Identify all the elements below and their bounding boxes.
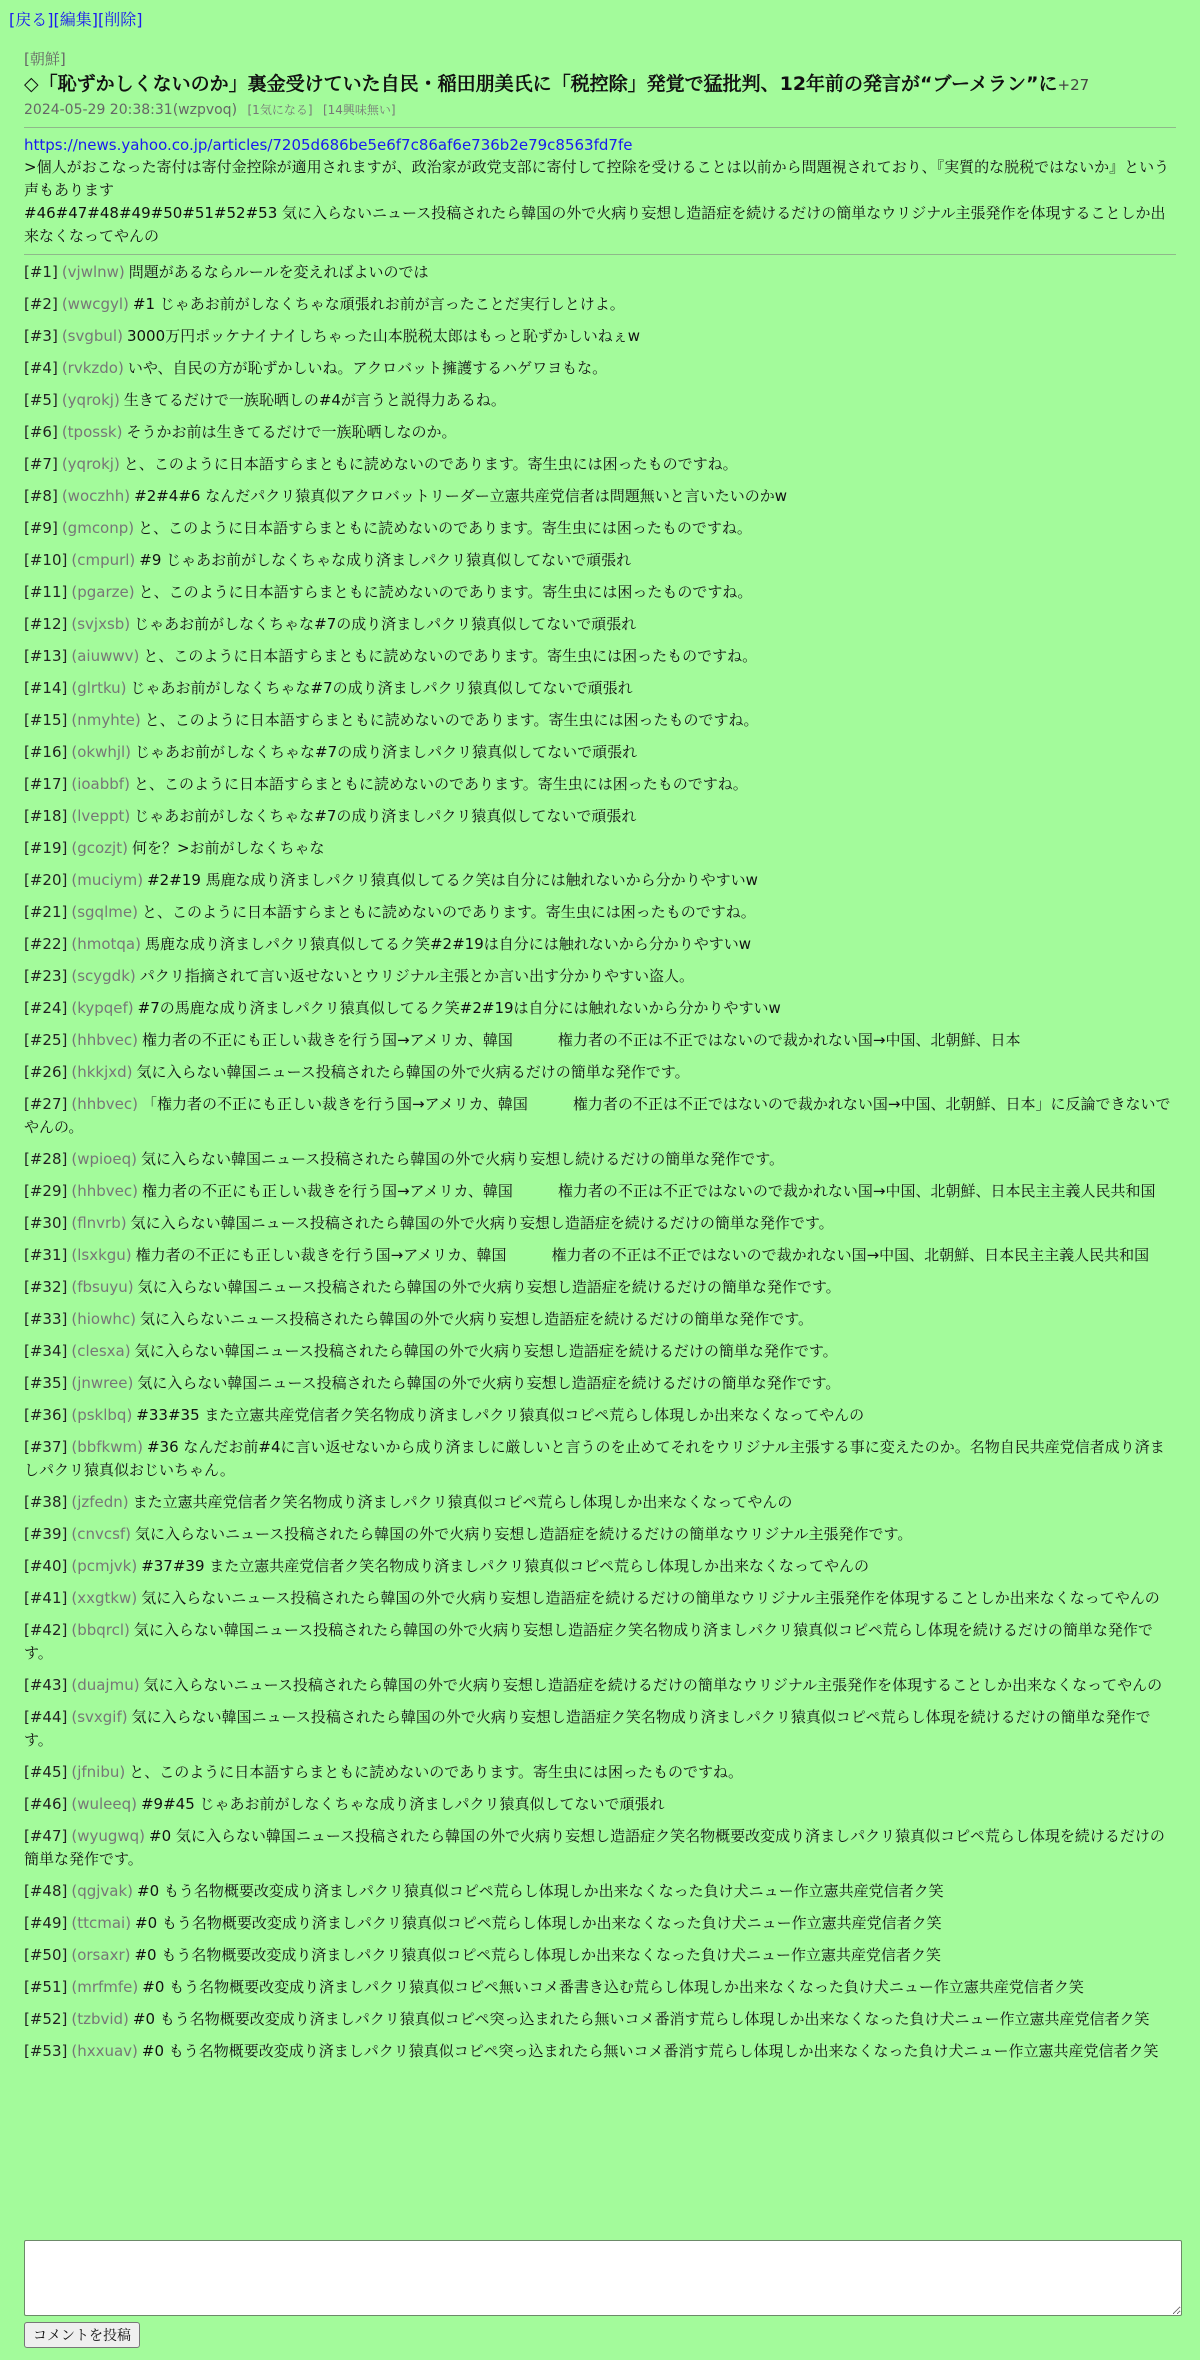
comment-number[interactable]: [#37] xyxy=(24,1438,68,1456)
comment-item xyxy=(24,1706,1176,1752)
comment-text: 問題があるならルールを変えればよいのでは xyxy=(128,263,429,281)
comment-text: と、このように日本語すらまともに読めないのであります。寄生虫には困ったものですね。 xyxy=(141,903,756,921)
comment-user-id: (lsxkgu) xyxy=(71,1246,132,1264)
comment-item xyxy=(24,805,1176,828)
comment-number[interactable]: [#53] xyxy=(24,2042,68,2060)
comment-text: 「権力者の不正にも正しい裁きを行う国→アメリカ、韓国 権力者の不正は不正ではないので裁かれない国→中国、北朝鮮、日本」に反論できないでやんの。 xyxy=(24,1095,1171,1136)
comment-number[interactable]: [#28] xyxy=(24,1150,68,1168)
comment-user-id: (rvkzdo) xyxy=(61,359,124,377)
divider xyxy=(24,127,1176,128)
comment-number[interactable]: [#47] xyxy=(24,1827,68,1845)
comment-user-id: (tpossk) xyxy=(61,423,123,441)
post-body-note: #46#47#48#49#50#51#52#53 気に入らないニュース投稿されたら韓国の外で火病り妄想し造語症を続けるだけの簡単なウリジナル主張発作を体現することしか出来なくなってやんの xyxy=(24,204,1166,245)
comment-user-id: (svgbul) xyxy=(61,327,123,345)
comment-item xyxy=(24,2040,1176,2063)
comment-number[interactable]: [#21] xyxy=(24,903,68,921)
comment-text: 気に入らない韓国ニュース投稿されたら韓国の外で火病り妄想し造語症を続けるだけの簡単な発作です。 xyxy=(137,1278,841,1296)
comment-text: と、このように日本語すらまともに読めないのであります。寄生虫には困ったものですね。 xyxy=(138,583,753,601)
comment-user-id: (aiuwwv) xyxy=(71,647,140,665)
not-interested-tag[interactable]: [14興味無い] xyxy=(322,103,396,117)
comment-number[interactable]: [#26] xyxy=(24,1063,68,1081)
comment-user-id: (cnvcsf) xyxy=(71,1525,132,1543)
comment-number[interactable]: [#49] xyxy=(24,1914,68,1932)
comment-item xyxy=(24,581,1176,604)
comment-number[interactable]: [#50] xyxy=(24,1946,68,1964)
comment-text: 気に入らない韓国ニュース投稿されたら韓国の外で火病り妄想し造語症を続けるだけの簡単な発作です。 xyxy=(130,1214,834,1232)
comment-number[interactable]: [#12] xyxy=(24,615,68,633)
comment-number[interactable]: [#4] xyxy=(24,359,58,377)
comment-number[interactable]: [#16] xyxy=(24,743,68,761)
comment-number[interactable]: [#41] xyxy=(24,1589,68,1607)
comment-text: 気に入らないニュース投稿されたら韓国の外で火病り妄想し造語症を続けるだけの簡単なウリジナル主張発作を体現することしか出来なくなってやんの xyxy=(143,1676,1163,1694)
comment-text: と、このように日本語すらまともに読めないのであります。寄生虫には困ったものですね。 xyxy=(144,711,759,729)
comment-item xyxy=(24,1276,1176,1299)
comment-text: #36 なんだお前#4に言い返せないから成り済ましに厳しいと言うのを止めてそれをウリジナル主張する事に変えたのか。名物自民共産党信者成り済ましパクリ猿真似おじいちゃん。 xyxy=(24,1438,1165,1479)
comment-number[interactable]: [#36] xyxy=(24,1406,68,1424)
comment-text: そうかお前は生きてるだけで一族恥晒しなのか。 xyxy=(126,423,457,441)
comment-number[interactable]: [#13] xyxy=(24,647,68,665)
comment-user-id: (nmyhte) xyxy=(71,711,141,729)
comment-item xyxy=(24,1340,1176,1363)
comment-number[interactable]: [#51] xyxy=(24,1978,68,1996)
back-link[interactable]: 戻る xyxy=(15,10,48,29)
comment-user-id: (yqrokj) xyxy=(61,455,120,473)
comment-user-id: (mrfmfe) xyxy=(71,1978,139,1996)
comment-item xyxy=(24,645,1176,668)
comment-user-id: (hkkjxd) xyxy=(71,1063,133,1081)
comment-user-id: (jfnibu) xyxy=(71,1763,126,1781)
comment-text: 権力者の不正にも正しい裁きを行う国→アメリカ、韓国 権力者の不正は不正ではないので裁かれない国→中国、北朝鮮、日本民主主義人民共和国 xyxy=(135,1246,1150,1264)
comment-text: 気に入らない韓国ニュース投稿されたら韓国の外で火病り妄想し続けるだけの簡単な発作です。 xyxy=(140,1150,785,1168)
comment-number[interactable]: [#52] xyxy=(24,2010,68,2028)
comment-number[interactable]: [#2] xyxy=(24,295,58,313)
comment-item xyxy=(24,741,1176,764)
comment-number[interactable]: [#14] xyxy=(24,679,68,697)
comment-text: 権力者の不正にも正しい裁きを行う国→アメリカ、韓国 権力者の不正は不正ではないので裁かれない国→中国、北朝鮮、日本 xyxy=(141,1031,1021,1049)
comment-user-id: (hhbvec) xyxy=(71,1095,138,1113)
comment-text: と、このように日本語すらまともに読めないのであります。寄生虫には困ったものですね。 xyxy=(143,647,758,665)
comment-number[interactable]: [#24] xyxy=(24,999,68,1017)
comment-item xyxy=(24,1825,1176,1871)
comment-item xyxy=(24,1244,1176,1267)
comment-text: #37#39 また立憲共産党信者ク笑名物成り済ましパクリ猿真似コピペ荒らし体現しか出来なくなってやんの xyxy=(141,1557,869,1575)
comment-text: 権力者の不正にも正しい裁きを行う国→アメリカ、韓国 権力者の不正は不正ではないので裁かれない国→中国、北朝鮮、日本民主主義人民共和国 xyxy=(141,1182,1156,1200)
edit-link[interactable]: 編集 xyxy=(59,10,92,29)
comment-number[interactable]: [#8] xyxy=(24,487,58,505)
comment-item xyxy=(24,1404,1176,1427)
comment-number[interactable]: [#42] xyxy=(24,1621,68,1639)
comment-text: #0 もう名物概要改変成り済ましパクリ猿真似コピペ荒らし体現しか出来なくなった負け犬ニュー作立憲共産党信者ク笑 xyxy=(135,1914,942,1932)
comment-text: じゃあお前がしなくちゃな#7の成り済ましパクリ猿真似してないで頑張れ xyxy=(135,743,638,761)
comment-user-id: (cmpurl) xyxy=(71,551,136,569)
comment-user-id: (qgjvak) xyxy=(71,1882,134,1900)
comment-number[interactable]: [#30] xyxy=(24,1214,68,1232)
comment-item xyxy=(24,1180,1176,1203)
comment-text: #33#35 また立憲共産党信者ク笑名物成り済ましパクリ猿真似コピペ荒らし体現しか出来なくなってやんの xyxy=(136,1406,865,1424)
comment-item xyxy=(24,965,1176,988)
comment-text: と、このように日本語すらまともに読めないのであります。寄生虫には困ったものですね。 xyxy=(133,775,748,793)
comment-item xyxy=(24,2008,1176,2031)
comment-item xyxy=(24,837,1176,860)
comment-text: パクリ指摘されて言い返せないとウリジナル主張とか言い出す分かりやすい盗人。 xyxy=(139,967,694,985)
comment-number[interactable]: [#29] xyxy=(24,1182,68,1200)
comment-item xyxy=(24,677,1176,700)
comment-text: #7の馬鹿な成り済ましパクリ猿真似してるク笑#2#19は自分には触れないから分かりやすいw xyxy=(137,999,781,1017)
comment-number[interactable]: [#15] xyxy=(24,711,68,729)
post-datetime: 2024-05-29 20:38:31(wzpvoq) xyxy=(24,102,238,118)
comment-number[interactable]: [#43] xyxy=(24,1676,68,1694)
comment-number[interactable]: [#3] xyxy=(24,327,58,345)
comment-item xyxy=(24,293,1176,316)
comment-text: #9 じゃあお前がしなくちゃな成り済ましパクリ猿真似してないで頑張れ xyxy=(139,551,632,569)
comment-user-id: (hiowhc) xyxy=(71,1310,136,1328)
comment-user-id: (jzfedn) xyxy=(71,1493,129,1511)
comment-item xyxy=(24,613,1176,636)
comment-text: 気に入らないニュース投稿されたら韓国の外で火病り妄想し造語症を続けるだけの簡単なウリジナル主張発作を体現することしか出来なくなってやんの xyxy=(141,1589,1160,1607)
comment-text: 気に入らない韓国ニュース投稿されたら韓国の外で火病り妄想し造語症を続けるだけの簡単な発作です。 xyxy=(134,1342,838,1360)
comment-number[interactable]: [#39] xyxy=(24,1525,68,1543)
comment-number[interactable]: [#11] xyxy=(24,583,68,601)
comment-text: #0 もう名物概要改変成り済ましパクリ猿真似コピペ荒らし体現しか出来なくなった負け犬ニュー作立憲共産党信者ク笑 xyxy=(137,1882,944,1900)
comment-item xyxy=(24,1148,1176,1171)
comment-item xyxy=(24,1061,1176,1084)
comment-item xyxy=(24,1912,1176,1935)
comment-user-id: (lveppt) xyxy=(71,807,131,825)
post-comment-button[interactable]: コメントを投稿 xyxy=(24,2322,140,2348)
comment-list xyxy=(24,261,1176,2063)
comment-text: 気に入らないニュース投稿されたら韓国の外で火病り妄想し造語症を続けるだけの簡単な発作です。 xyxy=(139,1310,813,1328)
comment-input[interactable] xyxy=(24,2240,1182,2316)
comment-user-id: (wwcgyl) xyxy=(61,295,129,313)
comment-user-id: (psklbq) xyxy=(71,1406,133,1424)
post-meta xyxy=(24,99,1176,121)
comment-user-id: (xxgtkw) xyxy=(71,1589,138,1607)
comment-item xyxy=(24,357,1176,380)
comment-user-id: (pgarze) xyxy=(71,583,135,601)
comment-text: 気に入らない韓国ニュース投稿されたら韓国の外で火病り妄想し造語症ク笑名物成り済ましパクリ猿真似コピペ荒らし体現を続けるだけの簡単な発作です。 xyxy=(24,1621,1153,1662)
comment-text: #9#45 じゃあお前がしなくちゃな成り済ましパクリ猿真似してないで頑張れ xyxy=(140,1795,665,1813)
comment-text: #2#4#6 なんだパクリ猿真似アクロバットリーダー立憲共産党信者は問題無いと言いたいのかw xyxy=(134,487,788,505)
comment-number[interactable]: [#34] xyxy=(24,1342,68,1360)
comment-item xyxy=(24,1436,1176,1482)
comment-item xyxy=(24,1093,1176,1139)
comment-user-id: (gmconp) xyxy=(61,519,135,537)
comment-user-id: (fbsuyu) xyxy=(71,1278,134,1296)
post-body xyxy=(24,156,1176,248)
comment-text: #0 もう名物概要改変成り済ましパクリ猿真似コピペ荒らし体現しか出来なくなった負け犬ニュー作立憲共産党信者ク笑 xyxy=(134,1946,942,1964)
comment-user-id: (yqrokj) xyxy=(61,391,120,409)
comment-number[interactable]: [#35] xyxy=(24,1374,68,1392)
comment-item xyxy=(24,1372,1176,1395)
comment-user-id: (okwhjl) xyxy=(71,743,132,761)
reaction-count[interactable]: +27 xyxy=(1057,76,1090,94)
comment-item xyxy=(24,1880,1176,1903)
comment-item xyxy=(24,709,1176,732)
comment-item xyxy=(24,1619,1176,1665)
comment-text: と、このように日本語すらまともに読めないのであります。寄生虫には困ったものですね。 xyxy=(138,519,752,537)
comment-item xyxy=(24,1555,1176,1578)
comment-item xyxy=(24,261,1176,284)
comment-number[interactable]: [#10] xyxy=(24,551,68,569)
top-nav: [戻る][編集][削除] xyxy=(9,10,143,29)
comment-user-id: (hhbvec) xyxy=(71,1031,138,1049)
article-link[interactable]: https://news.yahoo.co.jp/articles/7205d686be5e6f7c86af6e736b2e79c8563fd7fe xyxy=(24,136,633,154)
comment-number[interactable]: [#6] xyxy=(24,423,58,441)
comment-item xyxy=(24,421,1176,444)
comment-user-id: (ttcmai) xyxy=(71,1914,132,1932)
comment-user-id: (pcmjvk) xyxy=(71,1557,138,1575)
comment-text: また立憲共産党信者ク笑名物成り済ましパクリ猿真似コピペ荒らし体現しか出来なくなってやんの xyxy=(132,1493,793,1511)
comment-item xyxy=(24,1761,1176,1784)
comment-text: #2#19 馬鹿な成り済ましパクリ猿真似してるク笑は自分には触れないから分かりやすいw xyxy=(147,871,758,889)
comment-item xyxy=(24,517,1176,540)
comment-user-id: (bbqrcl) xyxy=(71,1621,130,1639)
comment-item xyxy=(24,453,1176,476)
comment-text: #0 もう名物概要改変成り済ましパクリ猿真似コピペ無いコメ番書き込む荒らし体現しか出来なくなった負け犬ニュー作立憲共産党信者ク笑 xyxy=(142,1978,1084,1996)
comment-text: 気に入らないニュース投稿されたら韓国の外で火病り妄想し造語症を続けるだけの簡単なウリジナル主張発作です。 xyxy=(135,1525,913,1543)
comment-text: 気に入らない韓国ニュース投稿されたら韓国の外で火病るだけの簡単な発作です。 xyxy=(136,1063,690,1081)
comment-text: と、このように日本語すらまともに読めないのであります。寄生虫には困ったものですね。 xyxy=(129,1763,744,1781)
comment-item xyxy=(24,1976,1176,1999)
comment-number[interactable]: [#44] xyxy=(24,1708,68,1726)
comment-user-id: (tzbvid) xyxy=(71,2010,129,2028)
comment-item xyxy=(24,389,1176,412)
delete-link[interactable]: 削除 xyxy=(104,10,137,29)
comment-item xyxy=(24,1212,1176,1235)
comment-text: #0 気に入らない韓国ニュース投稿されたら韓国の外で火病り妄想し造語症ク笑名物概要改変成り済ましパクリ猿真似コピペ荒らし体現を続けるだけの簡単な発作です。 xyxy=(24,1827,1165,1868)
comment-number[interactable]: [#38] xyxy=(24,1493,68,1511)
comment-item xyxy=(24,997,1176,1020)
comment-number[interactable]: [#48] xyxy=(24,1882,68,1900)
comment-user-id: (muciym) xyxy=(71,871,144,889)
comment-text: と、このように日本語すらまともに読めないのであります。寄生虫には困ったものですね。 xyxy=(123,455,738,473)
comment-text: 何を？>お前がしなくちゃな xyxy=(131,839,325,857)
comment-item xyxy=(24,1308,1176,1331)
comment-user-id: (orsaxr) xyxy=(71,1946,131,1964)
comment-number[interactable]: [#27] xyxy=(24,1095,68,1113)
comment-item xyxy=(24,1587,1176,1610)
post-container xyxy=(24,48,1176,2072)
comment-user-id: (wyugwq) xyxy=(71,1827,146,1845)
comment-user-id: (duajmu) xyxy=(71,1676,140,1694)
comment-text: じゃあお前がしなくちゃな#7の成り済ましパクリ猿真似してないで頑張れ xyxy=(130,679,633,697)
comment-number[interactable]: [#18] xyxy=(24,807,68,825)
post-category: [朝鮮] xyxy=(24,50,66,68)
comment-item xyxy=(24,933,1176,956)
comment-number[interactable]: [#5] xyxy=(24,391,58,409)
comment-number[interactable]: [#32] xyxy=(24,1278,68,1296)
comment-number[interactable]: [#1] xyxy=(24,263,58,281)
comment-number[interactable]: [#19] xyxy=(24,839,68,857)
comment-text: 生きてるだけで一族恥晒しの#4が言うと説得力あるね。 xyxy=(123,391,506,409)
comment-text: #0 もう名物概要改変成り済ましパクリ猿真似コピペ突っ込まれたら無いコメ番消す荒らし体現しか出来なくなった負け犬ニュー作立憲共産党信者ク笑 xyxy=(141,2042,1159,2060)
post-title-row xyxy=(24,70,1176,99)
comment-text: #1 じゃあお前がしなくちゃな頑張れお前が言ったことだ実行しとけよ。 xyxy=(132,295,625,313)
comment-user-id: (scygdk) xyxy=(71,967,136,985)
comment-user-id: (jnwree) xyxy=(71,1374,134,1392)
comment-item xyxy=(24,1523,1176,1546)
comment-number[interactable]: [#31] xyxy=(24,1246,68,1264)
comment-user-id: (hhbvec) xyxy=(71,1182,138,1200)
comment-number[interactable]: [#20] xyxy=(24,871,68,889)
comment-item xyxy=(24,1491,1176,1514)
comment-number[interactable]: [#9] xyxy=(24,519,58,537)
divider xyxy=(24,254,1176,255)
comment-number[interactable]: [#40] xyxy=(24,1557,68,1575)
comment-user-id: (wpioeq) xyxy=(71,1150,137,1168)
comment-text: 気に入らない韓国ニュース投稿されたら韓国の外で火病り妄想し造語症を続けるだけの簡単な発作です。 xyxy=(137,1374,841,1392)
comment-user-id: (flnvrb) xyxy=(71,1214,127,1232)
comment-number[interactable]: [#17] xyxy=(24,775,68,793)
comment-item xyxy=(24,1793,1176,1816)
comment-text: #0 もう名物概要改変成り済ましパクリ猿真似コピペ突っ込まれたら無いコメ番消す荒らし体現しか出来なくなった負け犬ニュー作立憲共産党信者ク笑 xyxy=(132,2010,1150,2028)
comment-user-id: (gcozjt) xyxy=(71,839,128,857)
comment-number[interactable]: [#33] xyxy=(24,1310,68,1328)
comment-item xyxy=(24,901,1176,924)
comment-text: 3000万円ポッケナイナイしちゃった山本脱税太郎はもっと恥ずかしいねぇw xyxy=(126,327,640,345)
comment-user-id: (clesxa) xyxy=(71,1342,131,1360)
comment-user-id: (bbfkwm) xyxy=(71,1438,143,1456)
comment-user-id: (vjwlnw) xyxy=(61,263,125,281)
comment-text: じゃあお前がしなくちゃな#7の成り済ましパクリ猿真似してないで頑張れ xyxy=(134,615,637,633)
comment-item xyxy=(24,869,1176,892)
post-title: ◇「恥ずかしくないのか」裏金受けていた自民・稲田朋美氏に「税控除」発覚で猛批判、12年前の発言が“ブーメラン”に xyxy=(24,73,1058,95)
comment-number[interactable]: [#25] xyxy=(24,1031,68,1049)
post-body-quote: >個人がおこなった寄付は寄付金控除が適用されますが、政治家が政党支部に寄付して控除を受けることは以前から問題視されており、『実質的な脱税ではないか』という声もあります xyxy=(24,158,1170,199)
comment-user-id: (svxgif) xyxy=(71,1708,128,1726)
comment-text: いや、自民の方が恥ずかしいね。アクロバット擁護するハゲワヨもな。 xyxy=(127,359,608,377)
comment-item xyxy=(24,1674,1176,1697)
comment-user-id: (kypqef) xyxy=(71,999,134,1017)
comment-item xyxy=(24,549,1176,572)
comment-user-id: (hxxuav) xyxy=(71,2042,138,2060)
comment-user-id: (sgqlme) xyxy=(71,903,138,921)
comment-item xyxy=(24,325,1176,348)
comment-item xyxy=(24,1029,1176,1052)
comment-text: じゃあお前がしなくちゃな#7の成り済ましパクリ猿真似してないで頑張れ xyxy=(134,807,637,825)
comment-number[interactable]: [#22] xyxy=(24,935,68,953)
comment-number[interactable]: [#7] xyxy=(24,455,58,473)
comment-item xyxy=(24,485,1176,508)
interested-tag[interactable]: [1気になる] xyxy=(247,103,313,117)
comment-user-id: (wuleeq) xyxy=(71,1795,137,1813)
comment-item xyxy=(24,1944,1176,1967)
comment-user-id: (hmotqa) xyxy=(71,935,141,953)
comment-user-id: (ioabbf) xyxy=(71,775,130,793)
comment-user-id: (glrtku) xyxy=(71,679,127,697)
comment-number[interactable]: [#45] xyxy=(24,1763,68,1781)
comment-user-id: (woczhh) xyxy=(61,487,131,505)
comment-item xyxy=(24,773,1176,796)
comment-text: 気に入らない韓国ニュース投稿されたら韓国の外で火病り妄想し造語症ク笑名物成り済ましパクリ猿真似コピペ荒らし体現を続けるだけの簡単な発作です。 xyxy=(24,1708,1151,1749)
comment-text: 馬鹿な成り済ましパクリ猿真似してるク笑#2#19は自分には触れないから分かりやすいw xyxy=(144,935,752,953)
comment-number[interactable]: [#23] xyxy=(24,967,68,985)
comment-user-id: (svjxsb) xyxy=(71,615,131,633)
comment-number[interactable]: [#46] xyxy=(24,1795,68,1813)
